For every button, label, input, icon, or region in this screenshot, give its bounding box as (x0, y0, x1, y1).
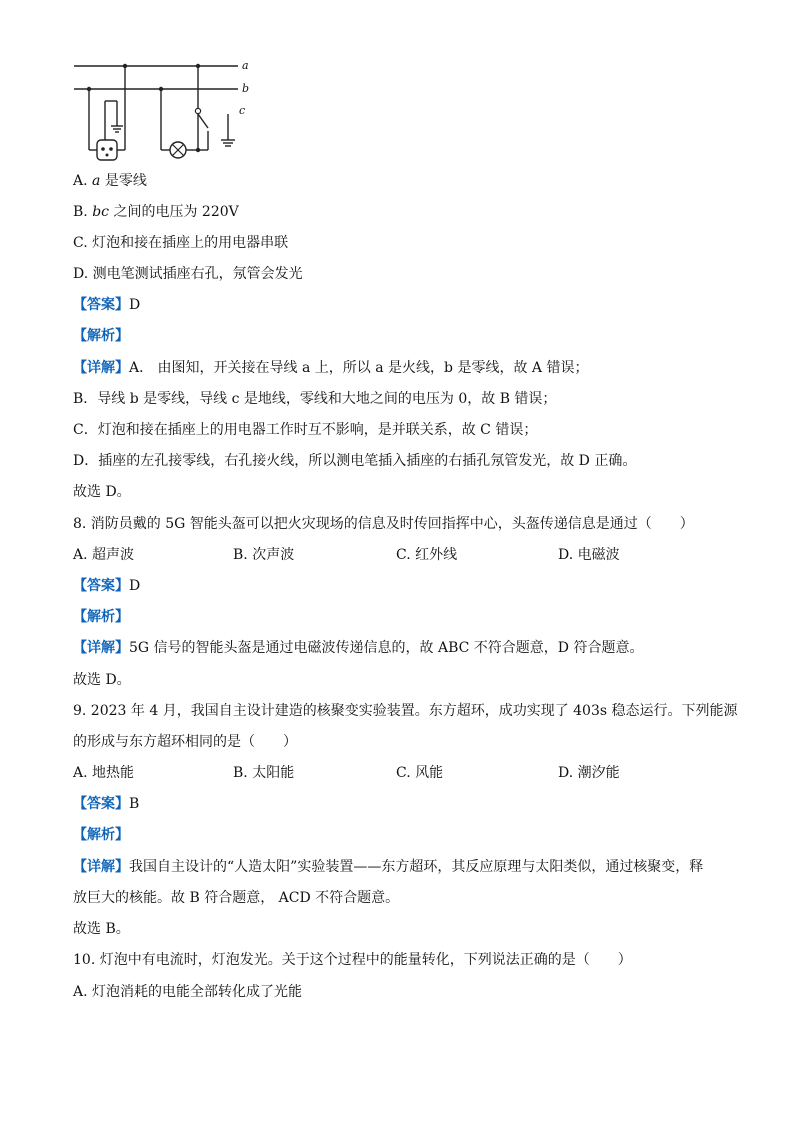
q7-option-b: B. bc 之间的电压为 220V (73, 204, 239, 220)
q7-answer: 【答案】D (73, 297, 141, 313)
q9-option-d: D. 潮汐能 (558, 765, 620, 781)
label-c: c (239, 104, 246, 117)
q9-option-a: A. 地热能 (73, 765, 135, 781)
q7-detail-b: B．导线 b 是零线，导线 c 是地线，零线和大地之间的电压为 0，故 B 错误； (73, 391, 557, 407)
label-b: b (242, 82, 250, 95)
label-a: a (242, 59, 249, 72)
q10-stem: 10. 灯泡中有电流时，灯泡发光。关于这个过程中的能量转化，下列说法正确的是（ ） (73, 952, 632, 968)
q9-analysis-heading: 【解析】 (73, 827, 129, 843)
circuit-diagram (60, 52, 260, 167)
q7-detail-d: D．插座的左孔接零线，右孔接火线，所以测电笔插入插座的右插孔氖管发光，故 D 正确。 (73, 453, 637, 469)
q8-option-a: A. 超声波 (73, 547, 135, 563)
q7-conclusion: 故选 D。 (73, 484, 131, 500)
q8-stem: 8. 消防员戴的 5G 智能头盔可以把火灾现场的信息及时传回指挥中心，头盔传递信息是通过（ ） (73, 516, 694, 532)
q10-option-a: A. 灯泡消耗的电能全部转化成了光能 (73, 984, 303, 1000)
lamp-icon (170, 142, 186, 158)
q7-option-d: D. 测电笔测试插座右孔，氖管会发光 (73, 266, 303, 282)
q7-option-c: C. 灯泡和接在插座上的用电器串联 (73, 235, 289, 251)
q8-analysis-heading: 【解析】 (73, 609, 129, 625)
q8-answer: 【答案】D (73, 578, 141, 594)
q8-option-c: C. 红外线 (396, 547, 458, 563)
q9-stem-line2: 的形成与东方超环相同的是（ ） (73, 734, 297, 750)
q7-detail-a: 【详解】A． 由图知，开关接在导线 a 上，所以 a 是火线，b 是零线，故 A 错误； (73, 360, 589, 376)
q9-detail-line1: 【详解】我国自主设计的“人造太阳”实验装置——东方超环，其反应原理与太阳类似，通过核聚变，释 (73, 859, 704, 875)
q8-conclusion: 故选 D。 (73, 672, 131, 688)
q8-option-b: B. 次声波 (233, 547, 295, 563)
q7-option-a: A. a 是零线 (73, 173, 147, 189)
q8-option-d: D. 电磁波 (558, 547, 620, 563)
q7-detail-c: C．灯泡和接在插座上的用电器工作时互不影响，是并联关系，故 C 错误； (73, 422, 538, 438)
q8-detail: 【详解】5G 信号的智能头盔是通过电磁波传递信息的，故 ABC 不符合题意，D 符合题意。 (73, 640, 644, 656)
q9-answer: 【答案】B (73, 796, 140, 812)
q9-detail-line2: 放巨大的核能。故 B 符合题意， ACD 不符合题意。 (73, 890, 400, 906)
socket-icon (97, 140, 117, 160)
q9-conclusion: 故选 B。 (73, 921, 130, 937)
q9-stem-line1: 9. 2023 年 4 月，我国自主设计建造的核聚变实验装置。东方超环，成功实现了 403s 稳态运行。下列能源 (73, 703, 738, 719)
q9-option-b: B. 太阳能 (233, 765, 295, 781)
q9-option-c: C. 风能 (396, 765, 444, 781)
q7-analysis-heading: 【解析】 (73, 328, 129, 344)
